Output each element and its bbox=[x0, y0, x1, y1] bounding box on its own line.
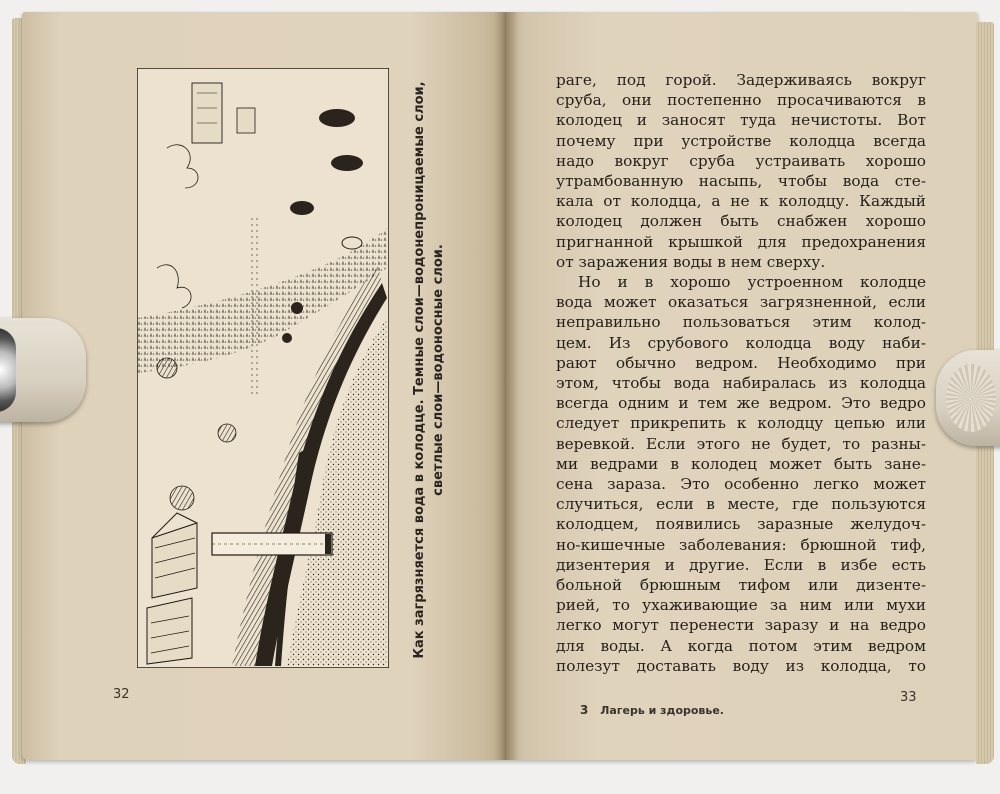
left-weight-cap bbox=[0, 328, 16, 412]
page-number-right: 33 bbox=[900, 690, 917, 705]
text-line: ми ведрами в колодец может быть зане- bbox=[556, 454, 926, 473]
text-line: больной брюшным тифом или дизенте- bbox=[556, 576, 926, 595]
signature-title: Лагерь и здоровье. bbox=[600, 704, 724, 717]
right-page-weight bbox=[936, 350, 1000, 446]
text-line: дизентерия и другие. Если в избе есть bbox=[556, 555, 926, 574]
text-line: почему при устройстве колодца всегда bbox=[556, 131, 926, 150]
text-line: пригнанной крышкой для предохранения bbox=[556, 232, 926, 251]
body-text bbox=[556, 70, 926, 676]
text-line: сена зараза. Это особенно легко может bbox=[556, 475, 926, 494]
text-line: этом, чтобы вода набиралась из колодца bbox=[556, 374, 926, 393]
text-line: всегда одним и тем же ведром. Это ведро bbox=[556, 394, 926, 413]
text-line: но-кишечные заболевания: брюшной тиф, bbox=[556, 535, 926, 554]
text-line: от заражения воды в нем сверху. bbox=[556, 252, 826, 271]
text-line: полезут доставать воду из колодца, то bbox=[556, 656, 926, 675]
illustration-drawing bbox=[137, 68, 389, 668]
text-line: раге, под горой. Задерживаясь вокруг bbox=[556, 71, 926, 89]
text-line: рают обычно ведром. Необходимо при bbox=[556, 353, 926, 372]
text-line: колодец должен быть снабжен хорошо bbox=[556, 212, 926, 231]
figure-caption: Как загрязняется вода в колодце. Темные слои—водонепроницаемые слои, светлые слои—водоносные слои. bbox=[412, 81, 446, 659]
text-line: кала от колодца, а не к колодцу. Каждый bbox=[556, 192, 926, 211]
left-page-weight bbox=[0, 318, 86, 422]
signature-number: 3 bbox=[580, 703, 589, 717]
text-line: легко могут перенести заразу и на ведро bbox=[556, 616, 926, 635]
text-line: следует прикрепить к колодцу цепью или bbox=[556, 414, 926, 433]
signature-footer bbox=[580, 703, 724, 717]
text-line: вода может оказаться загрязненной, если bbox=[556, 293, 926, 312]
text-line: колодец и заносят туда нечистоты. Вот bbox=[556, 111, 926, 130]
text-line: надо вокруг сруба устраивать хорошо bbox=[556, 151, 926, 170]
text-line: веревкой. Если этого не будет, то разны- bbox=[556, 434, 926, 453]
text-line: утрамбованную насыпь, чтобы вода сте- bbox=[556, 172, 926, 191]
text-line: Но и в хорошо устроенном колодце bbox=[578, 273, 926, 292]
text-line: колодцем, появились заразные желудоч- bbox=[556, 515, 926, 534]
text-line: случиться, если в месте, где пользуются bbox=[556, 495, 926, 514]
text-line: неправильно пользоваться этим колод- bbox=[556, 313, 926, 332]
page-number-left: 32 bbox=[113, 687, 130, 702]
text-line: сруба, они постепенно просачиваются в bbox=[556, 91, 926, 110]
well-contamination-illustration bbox=[137, 68, 389, 668]
right-weight-cap bbox=[946, 364, 996, 432]
text-line: рией, то ухаживающие за ним или мухи bbox=[556, 596, 926, 615]
book-gutter bbox=[494, 12, 518, 760]
text-line: цем. Из срубового колодца воду наби- bbox=[556, 333, 926, 352]
text-line: для воды. А когда потом этим ведром bbox=[556, 636, 926, 655]
